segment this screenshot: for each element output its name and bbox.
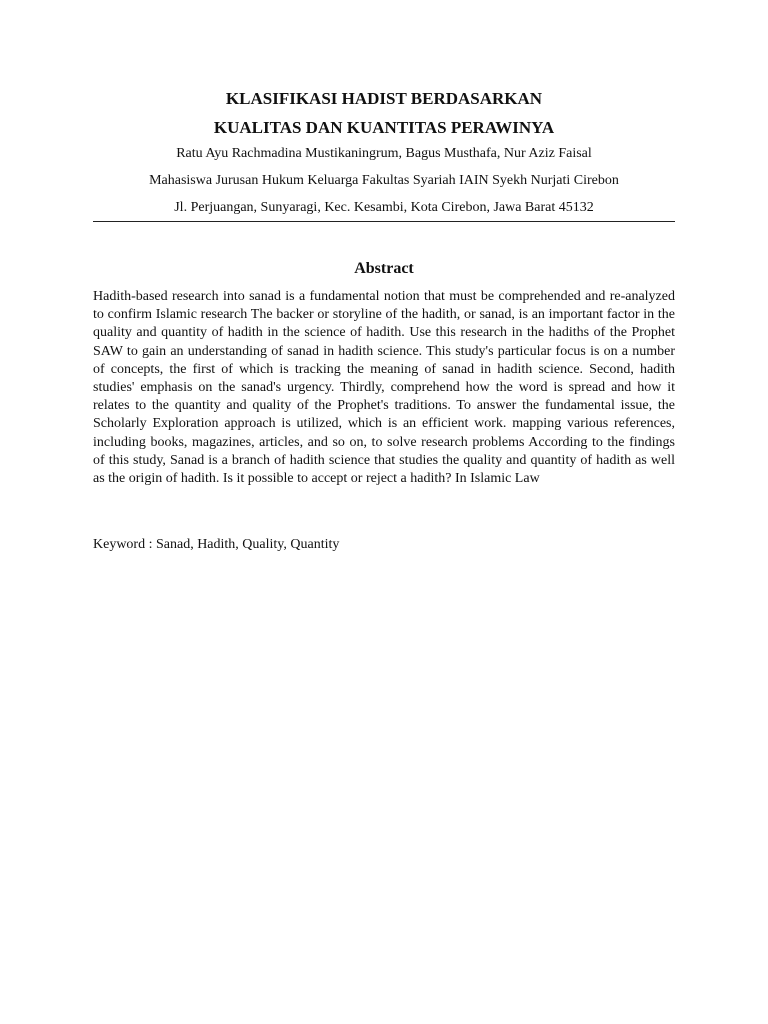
author-affiliation: Mahasiswa Jurusan Hukum Keluarga Fakultas Syariah IAIN Syekh Nurjati Cirebon [149,173,619,188]
institution-address: Jl. Perjuangan, Sunyaragi, Kec. Kesambi, Kota Cirebon, Jawa Barat 45132 [174,200,594,215]
paper-title-line-1: KLASIFIKASI HADIST BERDASARKAN [225,89,543,108]
abstract-body: Hadith-based research into sanad is a fundamental notion that must be comprehended and re-analyzed to confirm Islamic research The backer or storyline of the hadith, or sanad, is an important factor in the quality and quantity of hadith in the science of hadith. Use this research in the hadiths of the Prophet SAW to gain an understanding of sanad in hadith science. This study's particular focus is on a number of concepts, the first of which is tracking the meaning of sanad in hadith science. Second, hadith studies' emphasis on the sanad's urgency. Thirdly, comprehend how the word is spread and how it relates to the quantity and quality of the Prophet's traditions. To answer the fundamental issue, the Scholarly Exploration approach is utilized, which is an efficient work. mapping various references, including books, magazines, articles, and so on, to solve research problems According to the findings of this study, Sanad is a branch of hadith science that studies the quality and quantity of hadith as well as the origin of hadith. Is it possible to accept or reject a hadith? In Islamic Law [93,289,675,487]
paper-title-line-2: KUALITAS DAN KUANTITAS PERAWINYA [213,118,555,137]
abstract-heading: Abstract [354,260,414,277]
keywords-line: Keyword : Sanad, Hadith, Quality, Quantity [93,537,340,553]
author-list: Ratu Ayu Rachmadina Mustikaningrum, Bagus Musthafa, Nur Aziz Faisal [176,146,592,161]
header-divider [93,221,675,222]
paper-page [93,84,675,554]
